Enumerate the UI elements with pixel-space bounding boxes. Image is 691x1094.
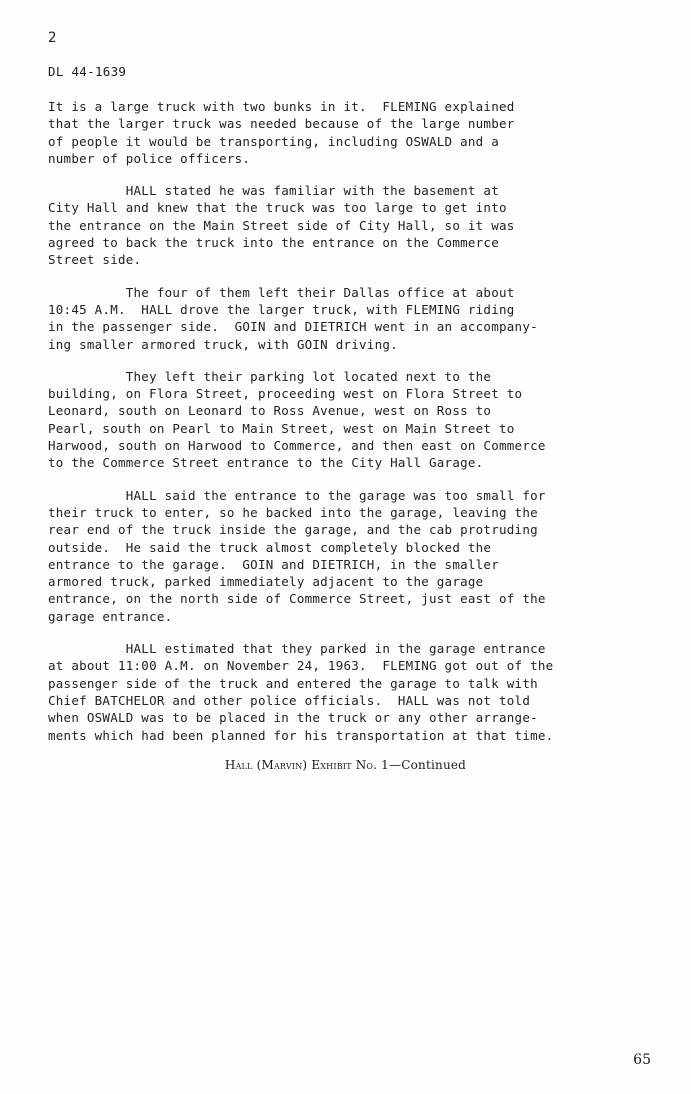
paragraph-4 xyxy=(48,368,648,472)
text-line: building, on Flora Street, proceeding west on Flora Street to xyxy=(48,386,523,402)
text-line: armored truck, parked immediately adjacent to the garage xyxy=(48,574,484,590)
text-line: at about 11:00 A.M. on November 24, 1963. FLEMING got out of the xyxy=(48,658,554,674)
text-line: agreed to back the truck into the entrance on the Commerce xyxy=(48,235,499,251)
exhibit-caption xyxy=(0,758,691,772)
text-line: HALL estimated that they parked in the garage entrance xyxy=(48,641,546,657)
text-line: City Hall and knew that the truck was too large to get into xyxy=(48,200,507,216)
text-line: Chief BATCHELOR and other police officials. HALL was not told xyxy=(48,692,531,708)
paragraph-1 xyxy=(48,98,648,167)
text-line: Leonard, south on Leonard to Ross Avenue, west on Ross to xyxy=(48,403,492,419)
text-line: that the larger truck was needed because of the large number xyxy=(48,116,515,132)
text-line: Street side. xyxy=(48,252,142,268)
body-text xyxy=(48,98,648,759)
text-line: their truck to enter, so he backed into the garage, leaving the xyxy=(48,504,538,520)
page-number-top: 2 xyxy=(48,30,57,46)
text-line: number of police officers. xyxy=(48,150,251,166)
text-line: in the passenger side. GOIN and DIETRICH went in an accompany- xyxy=(48,319,538,335)
text-line: to the Commerce Street entrance to the City Hall Garage. xyxy=(48,455,484,471)
text-line: entrance to the garage. GOIN and DIETRICH, in the smaller xyxy=(48,556,499,572)
text-line: outside. He said the truck almost completely blocked the xyxy=(48,539,492,555)
text-line: rear end of the truck inside the garage, and the cab protruding xyxy=(48,522,538,538)
paragraph-6 xyxy=(48,640,648,744)
text-line: HALL said the entrance to the garage was too small for xyxy=(48,487,546,503)
text-line: They left their parking lot located next to the xyxy=(48,368,492,384)
text-line: passenger side of the truck and entered the garage to talk with xyxy=(48,675,538,691)
page-number-bottom: 65 xyxy=(633,1052,651,1068)
text-line: 10:45 A.M. HALL drove the larger truck, with FLEMING riding xyxy=(48,301,515,317)
text-line: It is a large truck with two bunks in it. FLEMING explained xyxy=(48,99,515,114)
exhibit-suffix: —Continued xyxy=(389,758,467,772)
text-line: HALL stated he was familiar with the basement at xyxy=(48,183,499,199)
paragraph-2 xyxy=(48,182,648,268)
exhibit-name: Hall (Marvin) xyxy=(224,758,308,772)
text-line: entrance, on the north side of Commerce Street, just east of the xyxy=(48,591,546,607)
text-line: of people it would be transporting, including OSWALD and a xyxy=(48,133,499,149)
text-line: The four of them left their Dallas office at about xyxy=(48,284,515,300)
text-line: when OSWALD was to be placed in the truck or any other arrange- xyxy=(48,710,538,726)
text-line: ments which had been planned for his transportation at that time. xyxy=(48,727,554,743)
text-line: ing smaller armored truck, with GOIN driving. xyxy=(48,336,398,352)
text-line: the entrance on the Main Street side of City Hall, so it was xyxy=(48,217,515,233)
text-line: Harwood, south on Harwood to Commerce, and then east on Commerce xyxy=(48,438,546,454)
file-number: DL 44-1639 xyxy=(48,64,127,79)
paragraph-5 xyxy=(48,487,648,625)
exhibit-label: Exhibit No. 1 xyxy=(311,758,390,772)
paragraph-3 xyxy=(48,284,648,353)
text-line: garage entrance. xyxy=(48,608,173,624)
text-line: Pearl, south on Pearl to Main Street, west on Main Street to xyxy=(48,420,515,436)
